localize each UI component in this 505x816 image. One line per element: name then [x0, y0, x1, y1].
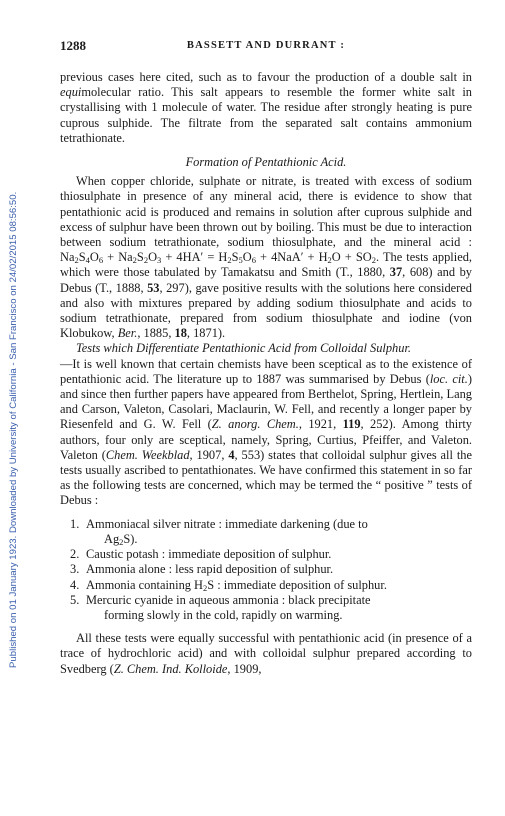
section-title: Formation of Pentathionic Acid. [185, 155, 347, 170]
list-item: 1. Ammoniacal silver nitrate : immediate darkening (due to $Ag_2S$). [70, 516, 368, 547]
paragraph-double-salt: previous cases here cited, such as to favour the production of a double salt in equimolecular ratio. This salt appears to resemble the former white salt in crystallising with 1 molecule of water. The residue after strongly heating is pure cuprous sulphide. The filtrate from the separated salt contains ammonium tetrathionate. [60, 70, 472, 145]
positive-tests-list [60, 517, 472, 623]
running-head: BASSETT AND DURRANT : [186, 40, 346, 51]
reaction-equation: $Na_2S_4O_6 + Na_2S_2O_3 + 4HA' = H_2S_5O_6 + 4NaA' + H_2O + SO_2$. [60, 250, 380, 266]
paragraph-formation: When copper chloride, sulphate or nitrate, is treated with excess of sodium thiosulphate in presence of any mineral acid, there is evidence to show that pentathionic acid is produced and remains in solution after cuprous sulphide and excess of sulphur have been thrown out by boiling. This must be due to interaction between sodium tetrathionate, sodium thiosulphate, and the mineral acid : $Na_2S_4O_6 + Na_2S_2O_3 + 4HA' = H_2S_5O_6 + 4NaA' + H_2O + SO_2$. The tests applied, which were those tabulated by Tamakatsu and Smith (T., 1880, 37, 608) and by Debus (T., 1888, 53, 297), gave positive results with the solutions here considered and also with mixtures prepared by adding sodium thiosulphate and acids to sodium tetrathionate, prepared from sodium thiosulphate and iodine (von Klobukow, Ber., 1885, 18, 1871). [60, 174, 472, 341]
list-item: 2. Caustic potash : immediate deposition of sulphur. [70, 547, 332, 562]
paragraph-results: All these tests were equally successful with pentathionic acid (in presence of a trace of hydrochloric acid) and with colloidal sulphur prepared according to Svedberg (Z. Chem. Ind. Kolloide, 1909, [60, 631, 472, 676]
page-header [60, 38, 472, 58]
paragraph-tests: Tests which Differentiate Pentathionic Acid from Colloidal Sulphur. —It is well known that certain chemists have been sceptical as to the existence of pentathionic acid. The literature up to 1887 was summarised by Debus (loc. cit.) and since then further papers have appeared from Berthelot, Spring, Hertlein, Lang and Carson, Valeton, Casolari, Maclaurin, W. Fell, and recently a longer paper by Riesenfeld and G. W. Fell (Z. anorg. Chem., 1921, 119, 252). Among thirty authors, four only are sceptical, namely, Spring, Curtius, Pfeiffer, and Valeton. Valeton (Chem. Weekblad, 1907, 4, 553) states that colloidal sulphur gives all the tests usually ascribed to pentathionates. We have confirmed this statement in so far as the following tests are concerned, which may be termed the “ positive ” tests of Debus : [60, 341, 472, 508]
list-item: 5. Mercuric cyanide in aqueous ammonia : black precipitate forming slowly in the cold, rapidly on warming. [70, 592, 371, 622]
list-item: 4. Ammonia containing $H_2S$ : immediate deposition of sulphur. [70, 577, 387, 593]
download-watermark [8, 38, 20, 668]
list-item: 3. Ammonia alone : less rapid deposition of sulphur. [70, 562, 334, 577]
page-body [60, 38, 472, 677]
download-watermark-text: Published on 01 January 1923. Downloaded by University of California - San Francisco on 24/02/2015 08:56:50. [8, 191, 19, 668]
tests-heading: Tests which Differentiate Pentathionic Acid from Colloidal Sulphur. [76, 341, 411, 356]
page-number: 1288 [60, 38, 86, 53]
